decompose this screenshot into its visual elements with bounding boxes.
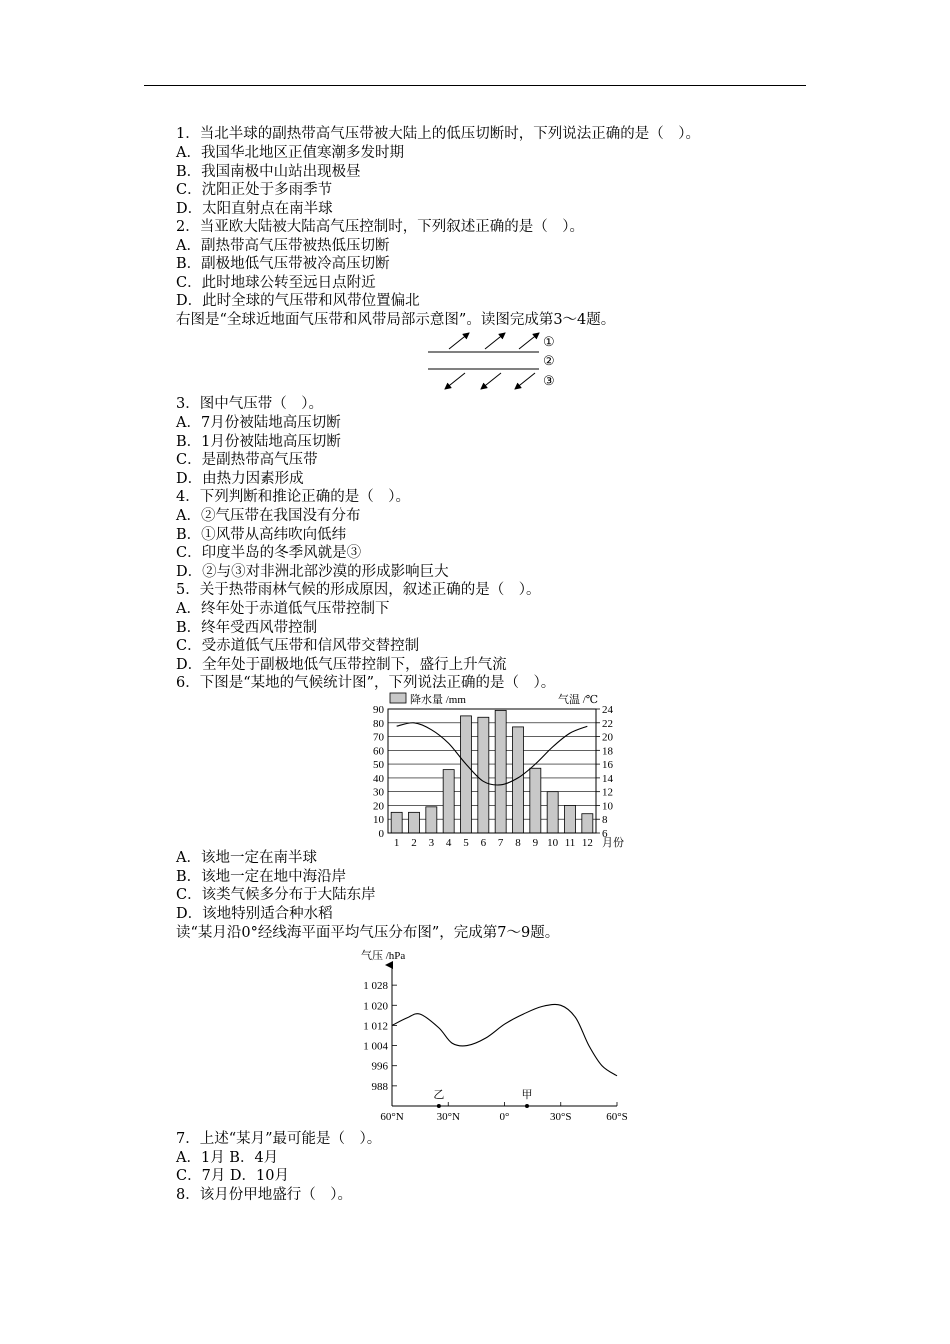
y2-tick-label: 24 xyxy=(602,704,613,716)
y2-tick-label: 10 xyxy=(602,800,613,813)
x-tick-label: 0° xyxy=(499,1111,510,1123)
precip-bar xyxy=(478,717,489,833)
temperature-curve xyxy=(397,723,588,785)
y-tick-label: 50 xyxy=(373,759,384,772)
x-tick-label: 4 xyxy=(445,837,452,849)
belt-label-1: ① xyxy=(543,334,555,349)
precip-bar xyxy=(461,716,472,833)
x-tick-label: 6 xyxy=(480,837,487,849)
text-line: D．由热力因素形成 xyxy=(176,471,304,487)
text-line: B．该地一定在地中海沿岸 xyxy=(176,869,347,885)
x-tick-label: 5 xyxy=(463,837,469,849)
y2-tick-label: 18 xyxy=(602,745,613,758)
text-line: A．终年处于赤道低气压带控制下 xyxy=(176,601,390,617)
precip-bar xyxy=(409,812,420,833)
text-line: B．1月份被陆地高压切断 xyxy=(176,434,341,450)
y-tick-label: 20 xyxy=(373,800,384,813)
x-tick-label: 60°S xyxy=(606,1111,628,1123)
text-line: D．该地特别适合种水稻 xyxy=(176,906,333,922)
text-line: 读“某月沿0°经线海平面平均气压分布图”，完成第7～9题。 xyxy=(176,925,560,941)
x-tick-label: 1 xyxy=(393,837,400,849)
y-tick-label: 988 xyxy=(371,1080,388,1093)
y2-tick-label: 8 xyxy=(602,814,608,827)
location-point xyxy=(525,1104,529,1108)
text-line: A．该地一定在南半球 xyxy=(176,850,317,866)
pressure-curve xyxy=(392,1004,617,1075)
wind-arrow xyxy=(445,373,465,389)
precip-bar xyxy=(582,814,593,833)
text-line: 4．下列判断和推论正确的是（ ）。 xyxy=(176,489,410,505)
text-line: 1．当北半球的副热带高气压带被大陆上的低压切断时，下列说法正确的是（ ）。 xyxy=(176,126,700,142)
x-tick-label: 3 xyxy=(428,837,435,849)
y-tick-label: 40 xyxy=(373,772,384,785)
text-line: A．我国华北地区正值寒潮多发时期 xyxy=(176,145,404,161)
text-line: C．受赤道低气压带和信风带交替控制 xyxy=(176,638,420,654)
y2-tick-label: 20 xyxy=(602,731,613,744)
text-line: C．该类气候多分布于大陆东岸 xyxy=(176,887,376,903)
text-line: B．我国南极中山站出现极昼 xyxy=(176,164,361,180)
precip-bar xyxy=(391,812,402,833)
text-line: 8．该月份甲地盛行（ ）。 xyxy=(176,1187,352,1203)
y-axis-label: 气压 /hPa xyxy=(361,950,406,962)
y-tick-label: 1 004 xyxy=(363,1040,388,1053)
climate-chart xyxy=(355,690,630,850)
legend-swatch xyxy=(390,693,406,703)
x-tick-label: 8 xyxy=(515,837,521,849)
text-line: 3．图中气压带（ ）。 xyxy=(176,396,323,412)
text-line: D．此时全球的气压带和风带位置偏北 xyxy=(176,293,420,309)
y2-tick-label: 12 xyxy=(602,786,613,799)
y-tick-label: 996 xyxy=(371,1060,388,1073)
wind-arrow xyxy=(519,333,539,349)
x-tick-label: 7 xyxy=(497,837,504,849)
belt-label-2: ② xyxy=(543,353,555,368)
y-tick-label: 10 xyxy=(373,814,384,827)
y-tick-label: 70 xyxy=(373,731,384,744)
text-line: C．7月 D．10月 xyxy=(176,1168,290,1184)
y-tick-label: 30 xyxy=(373,786,384,799)
location-label: 甲 xyxy=(521,1089,533,1101)
x-tick-label: 9 xyxy=(532,837,539,849)
text-line: 2．当亚欧大陆被大陆高气压控制时，下列叙述正确的是（ ）。 xyxy=(176,219,584,235)
text-line: A．1月 B．4月 xyxy=(176,1150,279,1166)
y2-tick-label: 16 xyxy=(602,759,613,772)
x-tick-label: 11 xyxy=(564,837,576,849)
location-point xyxy=(437,1104,441,1108)
y-tick-label: 1 020 xyxy=(363,1000,388,1013)
text-line: B．副极地低气压带被冷高压切断 xyxy=(176,256,390,272)
y-tick-label: 1 012 xyxy=(363,1020,388,1033)
y-tick-label: 0 xyxy=(378,828,384,840)
text-line: C．此时地球公转至远日点附近 xyxy=(176,275,376,291)
x-tick-label: 10 xyxy=(547,837,559,849)
precip-bar xyxy=(495,710,506,833)
wind-arrow xyxy=(481,373,501,389)
wind-arrow xyxy=(515,373,535,389)
right-axis-label: 气温 /℃ xyxy=(558,694,599,706)
y-tick-label: 90 xyxy=(373,704,384,716)
text-line: 6．下图是“某地的气候统计图”，下列说法正确的是（ ）。 xyxy=(176,675,556,691)
belt-label-3: ③ xyxy=(543,373,555,388)
pressure-chart xyxy=(355,945,640,1127)
y2-tick-label: 6 xyxy=(602,828,608,840)
precip-bar xyxy=(443,770,454,833)
y-tick-label: 1 028 xyxy=(363,980,388,993)
text-line: 7．上述“某月”最可能是（ ）。 xyxy=(176,1131,382,1147)
text-line: C．沈阳正处于多雨季节 xyxy=(176,182,333,198)
x-tick-label: 30°S xyxy=(549,1111,572,1123)
precip-bar xyxy=(530,768,541,833)
text-line: 右图是“全球近地面气压带和风带局部示意图”。读图完成第3～4题。 xyxy=(176,312,616,328)
text-line: C．印度半岛的冬季风就是③ xyxy=(176,545,362,561)
x-axis-unit: 月份 xyxy=(602,837,624,849)
text-line: D．全年处于副极地低气压带控制下，盛行上升气流 xyxy=(176,657,507,673)
wind-arrow xyxy=(449,333,469,349)
wind-arrow xyxy=(485,333,505,349)
y2-tick-label: 22 xyxy=(602,717,613,730)
text-line: A．7月份被陆地高压切断 xyxy=(176,415,341,431)
x-tick-label: 30°N xyxy=(436,1111,460,1123)
precip-bar xyxy=(547,792,558,833)
text-line: A．副热带高气压带被热低压切断 xyxy=(176,238,390,254)
text-line: D．②与③对非洲北部沙漠的形成影响巨大 xyxy=(176,564,449,580)
x-tick-label: 2 xyxy=(411,837,417,849)
text-line: 5．关于热带雨林气候的形成原因，叙述正确的是（ ）。 xyxy=(176,582,541,598)
location-label: 乙 xyxy=(433,1089,445,1101)
text-line: A．②气压带在我国没有分布 xyxy=(176,508,361,524)
x-tick-label: 12 xyxy=(581,837,593,849)
y-tick-label: 60 xyxy=(373,745,384,758)
y2-tick-label: 14 xyxy=(602,772,613,785)
legend-label: 降水量 /mm xyxy=(410,694,466,706)
pressure-wind-belt-diagram xyxy=(425,331,565,391)
y-tick-label: 80 xyxy=(373,717,384,730)
precip-bar xyxy=(426,807,437,833)
precip-bar xyxy=(565,805,576,833)
text-line: B．①风带从高纬吹向低纬 xyxy=(176,527,347,543)
header-rule xyxy=(144,85,806,86)
text-line: C．是副热带高气压带 xyxy=(176,452,318,468)
text-line: B．终年受西风带控制 xyxy=(176,620,318,636)
x-tick-label: 60°N xyxy=(380,1111,404,1123)
text-line: D．太阳直射点在南半球 xyxy=(176,201,333,217)
